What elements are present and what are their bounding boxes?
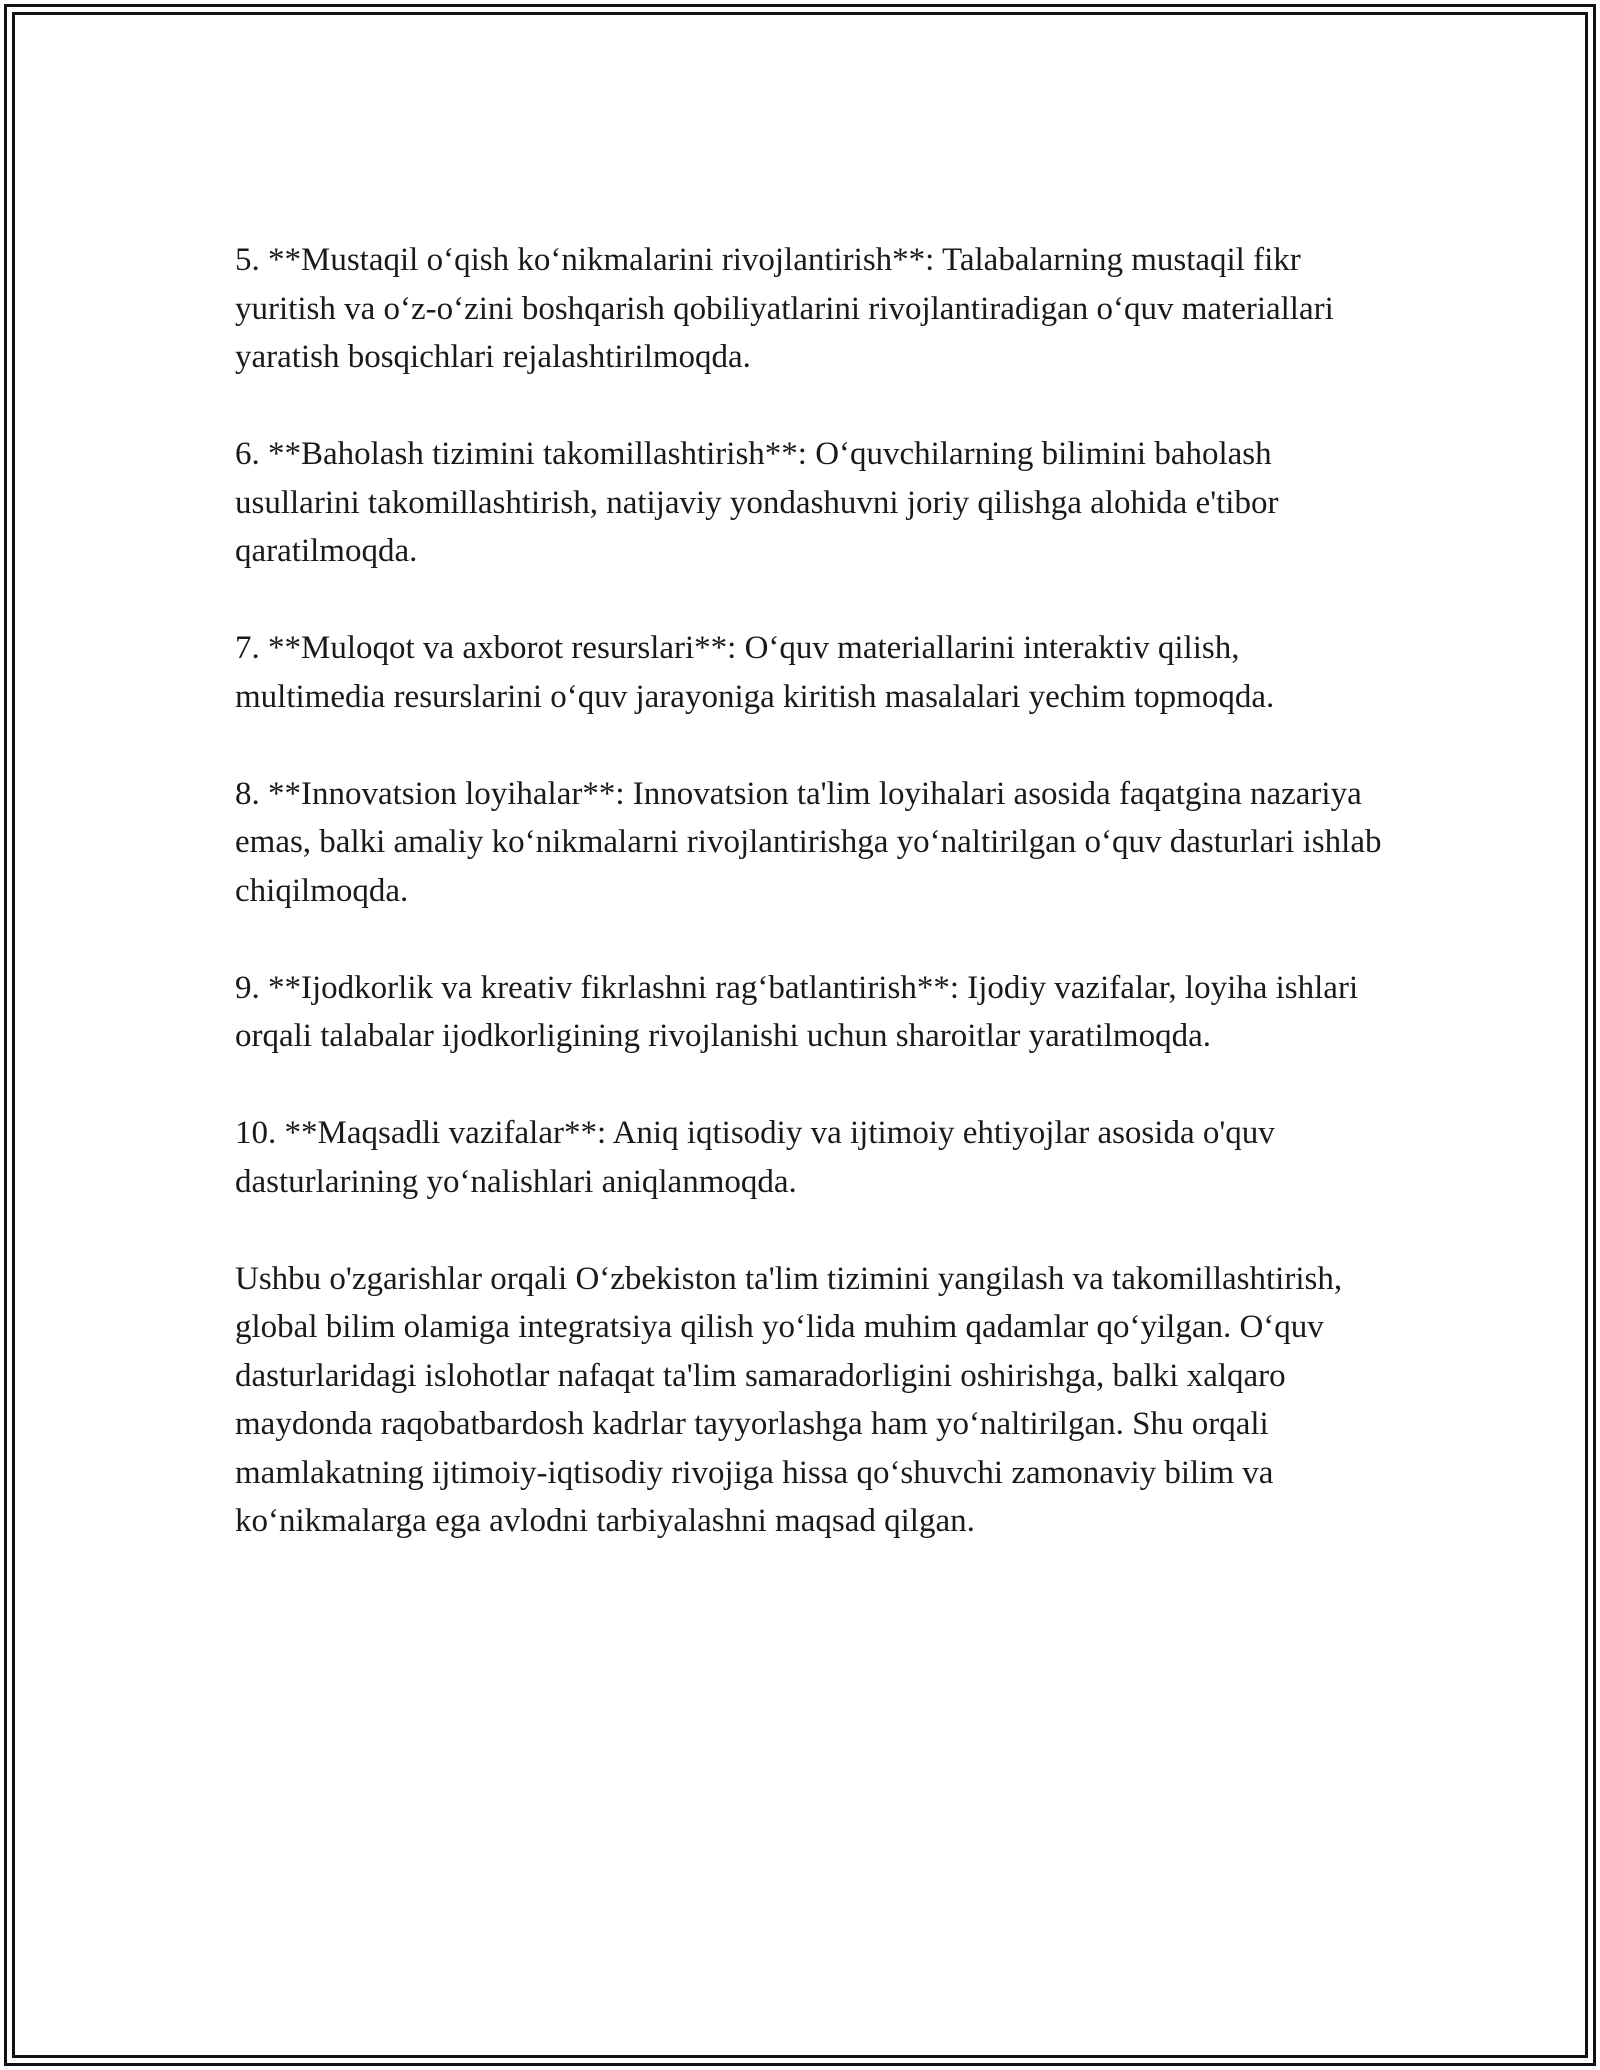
list-item-8: 8. **Innovatsion loyihalar**: Innovatsion ta'lim loyihalari asosida faqatgina nazariya emas, balki amaliy ko‘nikmalarni rivojlantirishga yo‘naltirilgan o‘quv dasturlari ishlab chiqilmoqda.: [235, 775, 1382, 909]
list-item-5: 5. **Mustaqil o‘qish ko‘nikmalarini rivojlantirish**: Talabalarning mustaqil fikr yuritish va o‘z-o‘zini boshqarish qobiliyatlarini rivojlantiradigan o‘quv materiallari yaratish bosqichlari rejalashtirilmoqda.: [235, 242, 1334, 375]
conclusion-paragraph: Ushbu o'zgarishlar orqali O‘zbekiston ta'lim tizimini yangilash va takomillashtirish, global bilim olamiga integratsiya qilish yo‘lida muhim qadamlar qo‘yilgan. O‘quv dasturlaridagi islohotlar nafaqat ta'lim samaradorligini oshirishga, balki xalqaro maydonda raqobatbardosh kadrlar tayyorlashga ham yo‘naltirilgan. Shu orqali mamlakatning ijtimoiy-iqtisodiy rivojiga hissa qo‘shuvchi zamonaviy bilim va ko‘nikmalarga ega avlodni tarbiyalashni maqsad qilgan.: [235, 1260, 1343, 1539]
list-item-10: 10. **Maqsadli vazifalar**: Aniq iqtisodiy va ijtimoiy ehtiyojlar asosida o'quv dasturlarining yo‘nalishlari aniqlanmoqda.: [235, 1115, 1275, 1200]
document-body: [235, 236, 1395, 1546]
list-item-7: 7. **Muloqot va axborot resurslari**: O‘quv materiallarini interaktiv qilish, multimedia resurslarini o‘quv jarayoniga kiritish masalalari yechim topmoqda.: [235, 630, 1275, 715]
list-item-9: 9. **Ijodkorlik va kreativ fikrlashni rag‘batlantirish**: Ijodiy vazifalar, loyiha ishlari orqali talabalar ijodkorligining rivojlanishi uchun sharoitlar yaratilmoqda.: [235, 969, 1359, 1054]
list-item-6: 6. **Baholash tizimini takomillashtirish**: O‘quvchilarning bilimini baholash usullarini takomillashtirish, natijaviy yondashuvni joriy qilishga alohida e'tibor qaratilmoqda.: [235, 436, 1279, 569]
